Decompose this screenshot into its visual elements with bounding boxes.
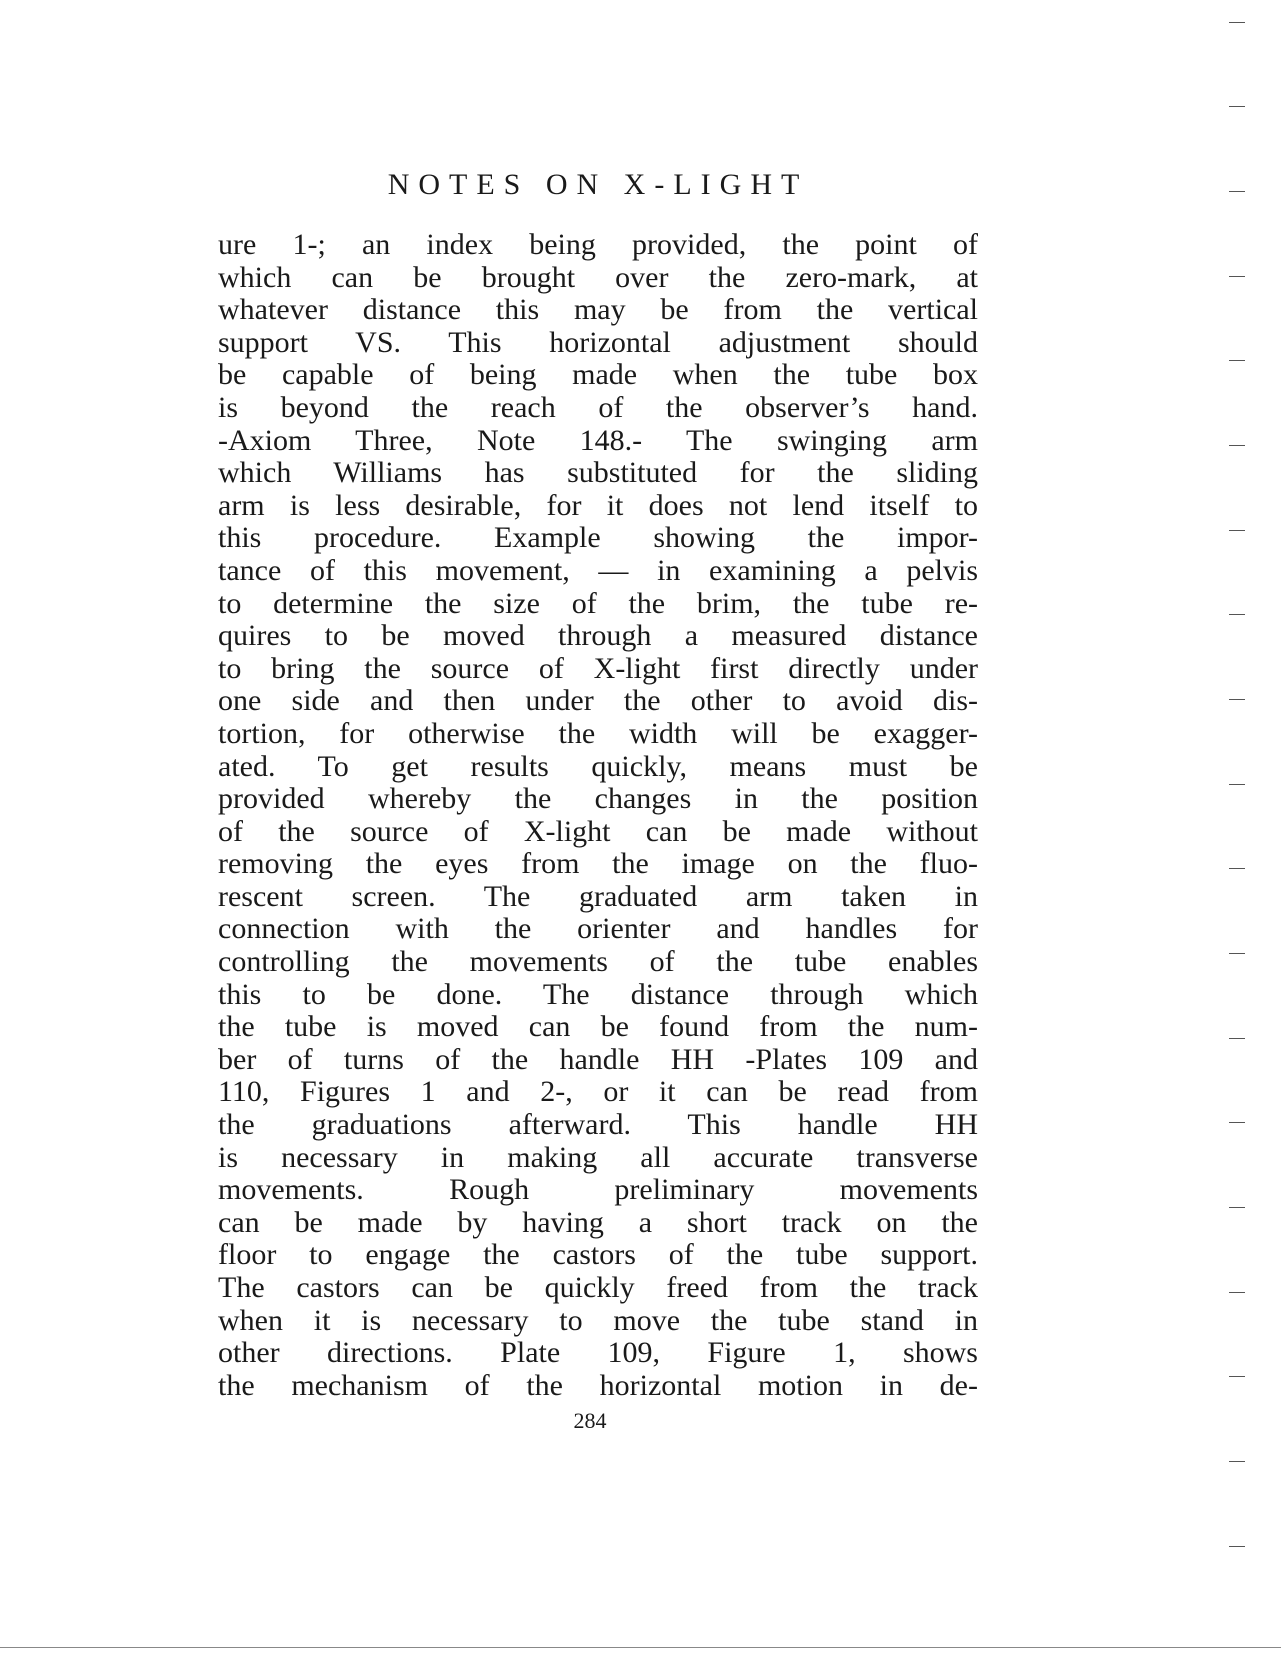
text-line: is beyond the reach of the observer’s hand. <box>218 390 978 424</box>
text-line: arm is less desirable, for it does not lend itself to <box>218 488 978 522</box>
text-line: which Williams has substituted for the sliding <box>218 456 978 490</box>
text-line: provided whereby the changes in the position <box>218 782 978 816</box>
text-line: is necessary in making all accurate transverse <box>218 1140 978 1174</box>
text-line: this to be done. The distance through which <box>218 977 978 1011</box>
text-line: to bring the source of X-light first directly under <box>218 651 978 685</box>
text-line: the tube is moved can be found from the num- <box>218 1010 978 1044</box>
margin-tick <box>1229 530 1245 531</box>
text-line: can be made by having a short track on the <box>218 1205 978 1239</box>
text-line: when it is necessary to move the tube stand in <box>218 1303 978 1337</box>
text-line: tortion, for otherwise the width will be exagger- <box>218 716 978 750</box>
margin-tick <box>1229 276 1245 277</box>
text-line: ated. To get results quickly, means must be <box>218 749 978 783</box>
margin-tick <box>1229 1292 1245 1293</box>
text-line: other directions. Plate 109, Figure 1, shows <box>218 1336 978 1370</box>
text-line: rescent screen. The graduated arm taken in <box>218 879 978 913</box>
margin-tick <box>1229 1122 1245 1123</box>
text-line: ure 1-; an index being provided, the point of <box>218 228 978 261</box>
text-line: removing the eyes from the image on the fluo- <box>218 847 978 881</box>
text-line: tance of this movement, — in examining a pelvis <box>218 553 978 587</box>
bottom-edge-rule <box>0 1647 1281 1648</box>
margin-tick <box>1229 106 1245 107</box>
text-line: connection with the orienter and handles for <box>218 912 978 946</box>
text-line: -Axiom Three, Note 148.- The swinging arm <box>218 423 978 457</box>
margin-tick <box>1229 1038 1245 1039</box>
text-line: one side and then under the other to avoid dis- <box>218 684 978 718</box>
text-line: floor to engage the castors of the tube support. <box>218 1238 978 1272</box>
margin-tick <box>1229 360 1245 361</box>
text-line: this procedure. Example showing the impor- <box>218 521 978 555</box>
text-line: to determine the size of the brim, the tube re- <box>218 586 978 620</box>
text-line: the graduations afterward. This handle HH <box>218 1108 978 1142</box>
text-line: 110, Figures 1 and 2-, or it can be read from <box>218 1075 978 1109</box>
margin-tick <box>1229 445 1245 446</box>
page-number: 284 <box>573 1408 607 1433</box>
margin-tick <box>1229 22 1245 23</box>
text-line: of the source of X-light can be made without <box>218 814 978 848</box>
margin-tick <box>1229 1207 1245 1208</box>
text-line: ber of turns of the handle HH -Plates 109 and <box>218 1042 978 1076</box>
margin-tick <box>1229 1376 1245 1377</box>
text-line: be capable of being made when the tube box <box>218 358 978 392</box>
margin-tick <box>1229 784 1245 785</box>
text-line: support VS. This horizontal adjustment should <box>218 325 978 359</box>
margin-tick <box>1229 614 1245 615</box>
text-line: controlling the movements of the tube enables <box>218 945 978 979</box>
text-line: quires to be moved through a measured distance <box>218 619 978 653</box>
margin-tick <box>1229 868 1245 869</box>
text-line: the mechanism of the horizontal motion in de- <box>218 1368 978 1402</box>
text-line: movements. Rough preliminary movements <box>218 1173 978 1207</box>
running-head: NOTES ON X-LIGHT <box>387 168 809 201</box>
text-line: which can be brought over the zero-mark, at <box>218 260 978 294</box>
margin-tick <box>1229 699 1245 700</box>
margin-tick <box>1229 1461 1245 1462</box>
text-line: whatever distance this may be from the vertical <box>218 293 978 327</box>
body-text <box>218 229 978 1402</box>
margin-tick <box>1229 191 1245 192</box>
margin-tick <box>1229 1546 1245 1547</box>
text-line: The castors can be quickly freed from the track <box>218 1271 978 1304</box>
scan-margin-ticks <box>1229 0 1249 1655</box>
margin-tick <box>1229 953 1245 954</box>
